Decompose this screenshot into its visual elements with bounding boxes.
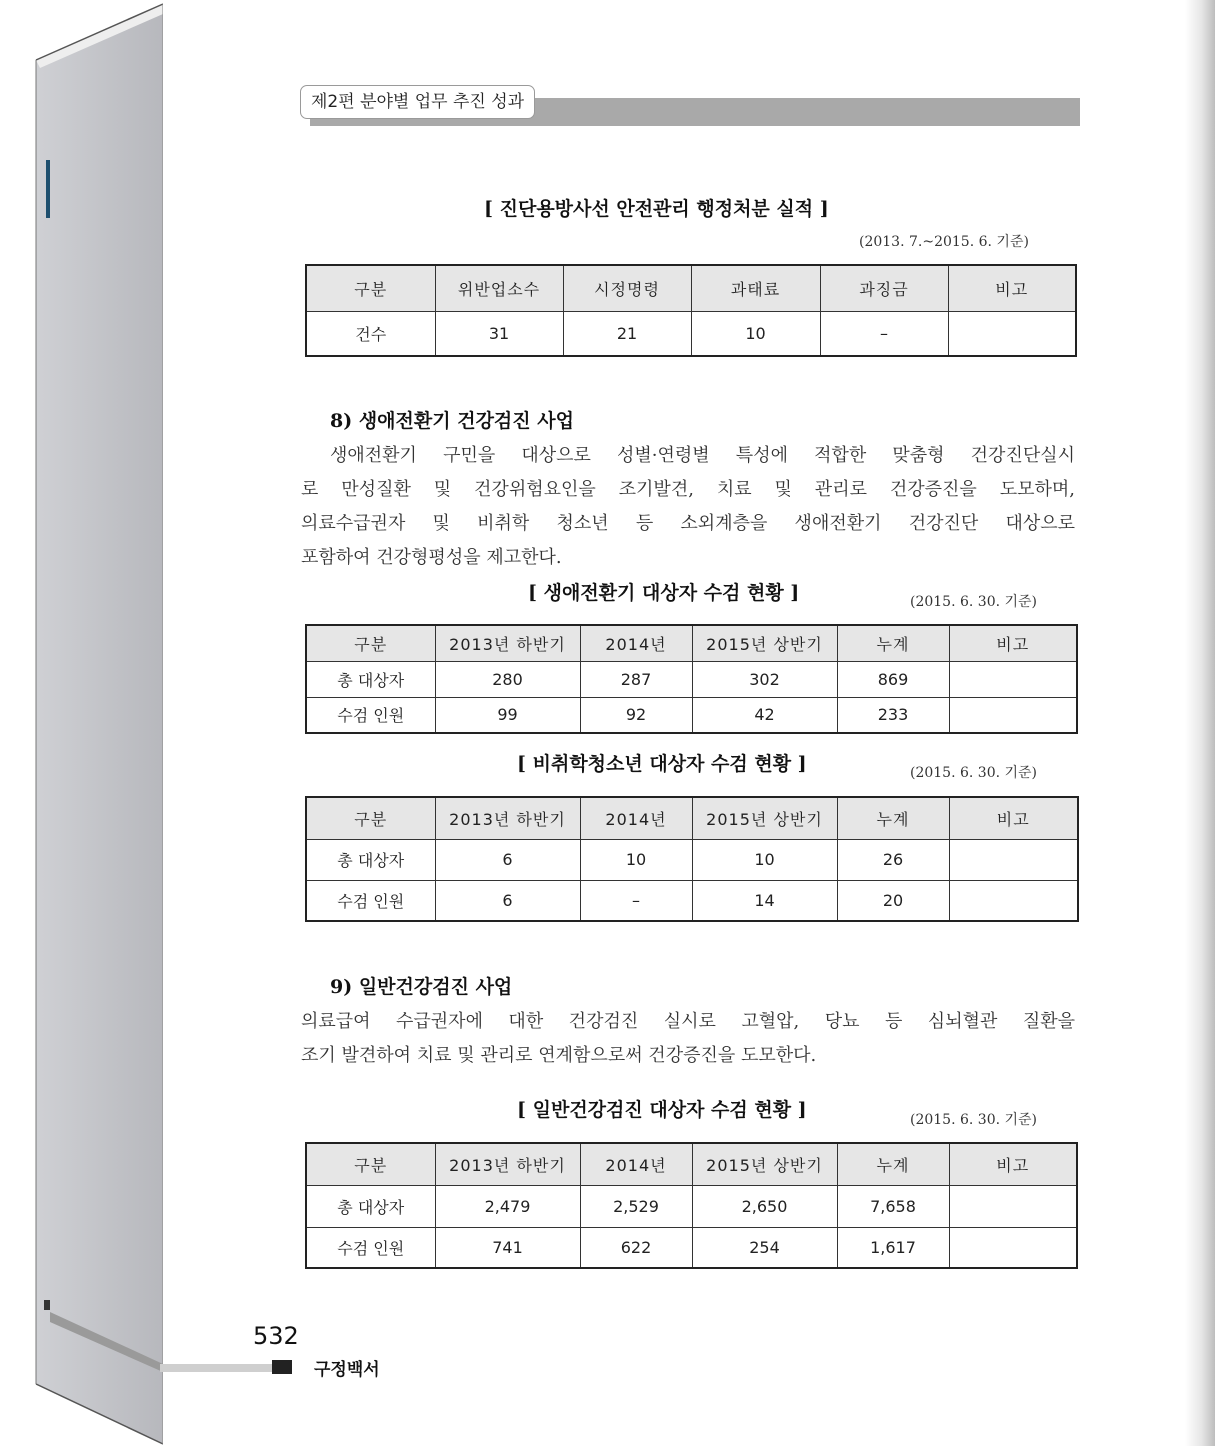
column-header: 위반업소수 <box>435 265 563 311</box>
table-header-row <box>306 265 1076 311</box>
column-header: 구분 <box>306 625 435 661</box>
table-cell: 26 <box>837 839 949 880</box>
table-cell: 총 대상자 <box>306 661 435 697</box>
table-cell <box>949 697 1077 733</box>
table-cell: 10 <box>580 839 692 880</box>
table-header-row <box>306 625 1077 661</box>
table-cell: 7,658 <box>837 1185 949 1227</box>
paragraph-line: 의료급여 수급권자에 대한 건강검진 실시로 고혈압, 당뇨 등 심뇌혈관 질환을 <box>301 1011 1075 1032</box>
column-header: 누계 <box>837 797 949 839</box>
column-header: 비고 <box>948 265 1076 311</box>
column-header: 누계 <box>837 625 949 661</box>
table-row <box>306 311 1076 356</box>
column-header: 2015년 상반기 <box>692 1143 837 1185</box>
table-cell: 42 <box>692 697 837 733</box>
table-cell <box>949 661 1077 697</box>
column-header: 구분 <box>306 265 435 311</box>
book-spine <box>0 0 170 1446</box>
table-row <box>306 1185 1077 1227</box>
data-table <box>305 796 1079 922</box>
footer-mark <box>272 1360 292 1374</box>
table-cell <box>949 1185 1077 1227</box>
page-number: 532 <box>253 1322 299 1350</box>
table-cell: 741 <box>435 1227 580 1268</box>
column-header: 구분 <box>306 1143 435 1185</box>
page-edge <box>1185 0 1215 1446</box>
paragraph-line: 생애전환기 구민을 대상으로 성별·연령별 특성에 적합한 맞춤형 건강진단실시 <box>330 445 1075 466</box>
table-cell: 총 대상자 <box>306 1185 435 1227</box>
table-cell <box>949 1227 1077 1268</box>
table-cell: 10 <box>692 839 837 880</box>
table-row <box>306 661 1077 697</box>
paragraph-line: 조기 발견하여 치료 및 관리로 연계함으로써 건강증진을 도모한다. <box>301 1045 817 1066</box>
column-header: 2014년 <box>580 625 692 661</box>
table-cell: – <box>820 311 948 356</box>
table-cell: 수검 인원 <box>306 1227 435 1268</box>
column-header: 2014년 <box>580 797 692 839</box>
table-cell: 92 <box>580 697 692 733</box>
table-cell: 99 <box>435 697 580 733</box>
table-cell: 21 <box>563 311 691 356</box>
table-row <box>306 880 1078 921</box>
data-table <box>305 624 1078 734</box>
data-table <box>305 1142 1078 1269</box>
table-cell: – <box>580 880 692 921</box>
table-cell: 10 <box>691 311 820 356</box>
table-cell: 1,617 <box>837 1227 949 1268</box>
column-header: 2014년 <box>580 1143 692 1185</box>
column-header: 2015년 상반기 <box>692 797 837 839</box>
table-cell: 302 <box>692 661 837 697</box>
section-heading: 9) 일반건강검진 사업 <box>330 976 513 998</box>
table-cell: 31 <box>435 311 563 356</box>
chapter-header: 제2편 분야별 업무 추진 성과 <box>300 85 535 119</box>
column-header: 2013년 하반기 <box>435 797 580 839</box>
table-cell: 수검 인원 <box>306 880 435 921</box>
table-cell: 6 <box>435 839 580 880</box>
table-title: [ 생애전환기 대상자 수검 현황 ] <box>528 582 800 604</box>
table-cell <box>949 880 1078 921</box>
table-cell: 수검 인원 <box>306 697 435 733</box>
table-cell: 254 <box>692 1227 837 1268</box>
table-header-row <box>306 797 1078 839</box>
column-header: 비고 <box>949 797 1078 839</box>
table-header-row <box>306 1143 1077 1185</box>
column-header: 과태료 <box>691 265 820 311</box>
table-cell: 869 <box>837 661 949 697</box>
column-header: 2015년 상반기 <box>692 625 837 661</box>
table-title: [ 진단용방사선 안전관리 행정처분 실적 ] <box>484 198 829 220</box>
column-header: 시정명령 <box>563 265 691 311</box>
table-cell: 287 <box>580 661 692 697</box>
table-cell: 280 <box>435 661 580 697</box>
table-title: [ 비취학청소년 대상자 수검 현황 ] <box>517 753 807 775</box>
table-cell: 6 <box>435 880 580 921</box>
paragraph-line: 로 만성질환 및 건강위험요인을 조기발견, 치료 및 관리로 건강증진을 도모하며, <box>301 479 1075 500</box>
table-cell <box>949 839 1078 880</box>
table-cell: 233 <box>837 697 949 733</box>
book-title: 구정백서 <box>314 1360 380 1380</box>
table-cell: 20 <box>837 880 949 921</box>
table-date-note: (2015. 6. 30. 기준) <box>910 1112 1038 1128</box>
column-header: 비고 <box>949 625 1077 661</box>
table-date-note: (2013. 7.~2015. 6. 기준) <box>859 234 1029 250</box>
column-header: 2013년 하반기 <box>435 1143 580 1185</box>
table-title: [ 일반건강검진 대상자 수검 현황 ] <box>517 1099 807 1121</box>
column-header: 2013년 하반기 <box>435 625 580 661</box>
table-row <box>306 839 1078 880</box>
table-cell: 2,650 <box>692 1185 837 1227</box>
section-heading: 8) 생애전환기 건강검진 사업 <box>330 410 574 432</box>
table-row <box>306 1227 1077 1268</box>
table-cell <box>948 311 1076 356</box>
column-header: 과징금 <box>820 265 948 311</box>
table-date-note: (2015. 6. 30. 기준) <box>910 765 1038 781</box>
table-row <box>306 697 1077 733</box>
table-cell: 총 대상자 <box>306 839 435 880</box>
column-header: 누계 <box>837 1143 949 1185</box>
table-cell: 2,529 <box>580 1185 692 1227</box>
table-cell: 622 <box>580 1227 692 1268</box>
paragraph-line: 포함하여 건강형평성을 제고한다. <box>301 547 562 568</box>
column-header: 비고 <box>949 1143 1077 1185</box>
table-cell: 2,479 <box>435 1185 580 1227</box>
table-cell: 건수 <box>306 311 435 356</box>
column-header: 구분 <box>306 797 435 839</box>
table-cell: 14 <box>692 880 837 921</box>
footer-bar <box>160 1364 272 1372</box>
paragraph-line: 의료수급권자 및 비취학 청소년 등 소외계층을 생애전환기 건강진단 대상으로 <box>301 513 1075 534</box>
table-date-note: (2015. 6. 30. 기준) <box>910 594 1038 610</box>
data-table <box>305 264 1077 357</box>
